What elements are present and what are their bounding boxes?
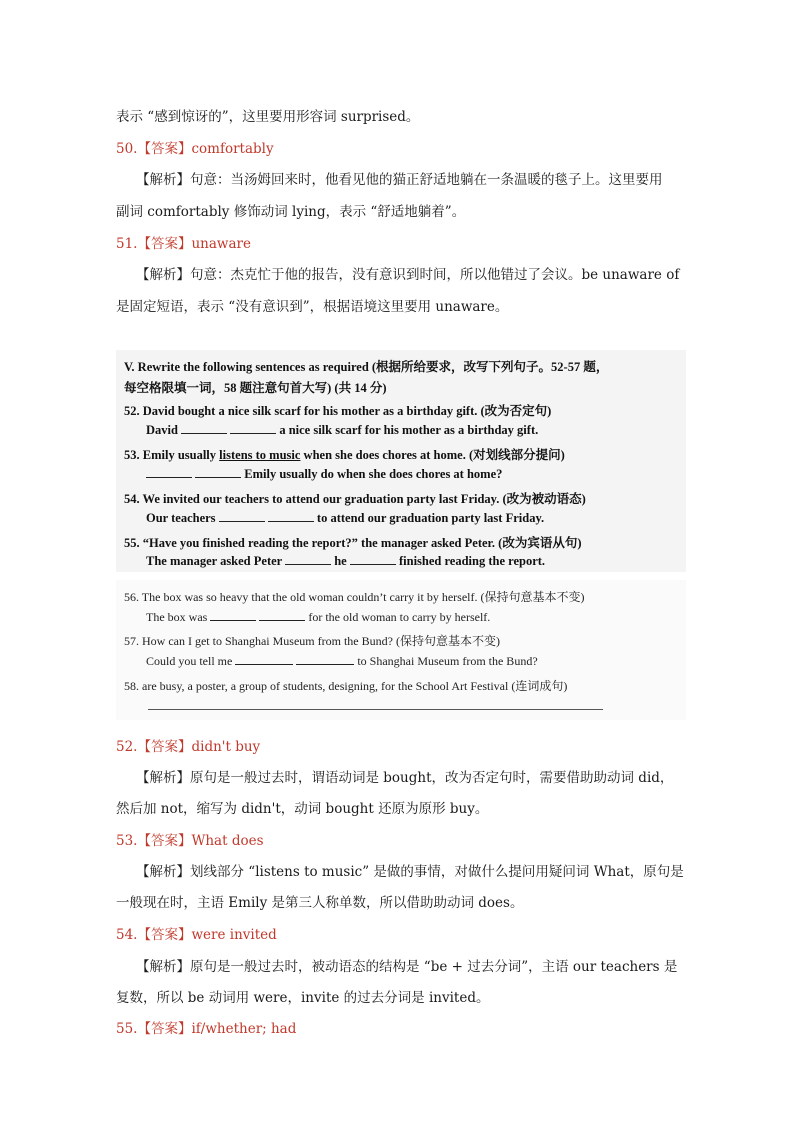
answer-blank[interactable] — [195, 467, 241, 478]
explanation-50-line2: 副词 comfortably 修饰动词 lying，表示 “舒适地躺着”。 — [116, 204, 466, 220]
question-text: 53. Emily usually — [124, 448, 217, 462]
explanation-text: 划线部分 “listens to music” 是做的事情，对做什么提问用疑问词 What，原句是 — [190, 864, 684, 880]
question-number: 51. — [116, 236, 138, 252]
question-55-rewrite — [146, 554, 545, 569]
answer-line-54 — [116, 923, 277, 943]
question-number: 55. — [116, 1021, 138, 1037]
explanation-54-line1 — [136, 955, 677, 975]
question-58: 58. are busy, a poster, a group of students, designing, for the School Art Festival (连词成句) — [124, 679, 568, 693]
question-55: 55. “Have you finished reading the report?” the manager asked Peter. (改为宾语从句) — [124, 536, 582, 550]
question-57: 57. How can I get to Shanghai Museum from the Bund? (保持句意基本不变) — [124, 634, 500, 648]
explanation-line: 表示 “感到惊讶的”，这里要用形容词 surprised。 — [116, 109, 420, 125]
answer-line-55 — [116, 1017, 296, 1037]
explanation-53-line2: 一般现在时，主语 Emily 是第三人称单数，所以借助助动词 does。 — [116, 895, 524, 911]
answer-tag: 【答案】 — [137, 833, 192, 849]
answer-value: What does — [191, 833, 264, 849]
answer-tag: 【答案】 — [137, 236, 192, 252]
answer-value: comfortably — [191, 141, 274, 157]
explanation-51-line1 — [136, 263, 679, 283]
answer-blank[interactable] — [146, 467, 192, 478]
answer-value: didn't buy — [191, 739, 261, 755]
explanation-51-line2: 是固定短语，表示 “没有意识到”，根据语境这里要用 unaware。 — [116, 299, 509, 315]
answer-blank[interactable] — [210, 610, 256, 621]
question-number: 54. — [116, 927, 138, 943]
answer-blank[interactable] — [350, 554, 396, 565]
question-53-rewrite — [146, 467, 502, 482]
answer-blank[interactable] — [219, 511, 265, 522]
explanation-52-line1 — [136, 766, 673, 786]
explanation-tag: 【解析】 — [136, 267, 190, 283]
question-57-rewrite — [146, 654, 538, 669]
question-54-rewrite — [146, 511, 544, 526]
question-text: when she does chores at home. (对划线部分提问) — [303, 448, 565, 462]
rewrite-text: Our teachers — [146, 511, 216, 525]
question-56: 56. The box was so heavy that the old woman couldn’t carry it by herself. (保持句意基本不变) — [124, 590, 585, 604]
rewrite-text: finished reading the report. — [398, 554, 546, 568]
underlined-part: listens to music — [219, 448, 301, 462]
answer-line-58-blank[interactable] — [148, 709, 603, 710]
question-52: 52. David bought a nice silk scarf for his mother as a birthday gift. (改为否定句) — [124, 404, 552, 418]
rewrite-text: The manager asked Peter — [146, 554, 282, 568]
answer-blank[interactable] — [259, 610, 305, 621]
answer-line-50 — [116, 137, 274, 157]
rewrite-text: Emily usually do when she does chores at home? — [244, 467, 503, 481]
answer-blank[interactable] — [230, 423, 276, 434]
explanation-tag: 【解析】 — [136, 770, 190, 786]
answer-value: unaware — [191, 236, 251, 252]
question-52-rewrite — [146, 423, 538, 438]
answer-line-53 — [116, 829, 264, 849]
question-number: 50. — [116, 141, 138, 157]
explanation-text: 句意：杰克忙于他的报告，没有意识到时间，所以他错过了会议。be unaware of — [190, 267, 680, 283]
explanation-50-line1 — [136, 168, 663, 188]
answer-tag: 【答案】 — [137, 739, 192, 755]
answer-blank[interactable] — [268, 511, 314, 522]
explanation-text: 原句是一般过去时，谓语动词是 bought，改为否定句时，需要借助助动词 did， — [190, 770, 674, 786]
answer-blank[interactable] — [296, 654, 354, 665]
question-53 — [124, 445, 565, 463]
rewrite-text: The box was — [146, 610, 208, 624]
rewrite-text: David — [146, 423, 178, 437]
question-56-rewrite — [146, 610, 490, 625]
rewrite-text: to attend our graduation party last Friday. — [316, 511, 545, 525]
answer-value: were invited — [191, 927, 277, 943]
rewrite-text: for the old woman to carry by herself. — [308, 610, 491, 624]
explanation-text: 句意：当汤姆回来时，他看见他的猫正舒适地躺在一条温暖的毯子上。这里要用 — [190, 172, 663, 188]
question-number: 52. — [116, 739, 138, 755]
question-number: 53. — [116, 833, 138, 849]
explanation-text: 原句是一般过去时，被动语态的结构是 “be + 过去分词”，主语 our teachers 是 — [190, 959, 678, 975]
answer-blank[interactable] — [235, 654, 293, 665]
answer-blank[interactable] — [285, 554, 331, 565]
explanation-tag: 【解析】 — [136, 864, 190, 880]
explanation-tag: 【解析】 — [136, 959, 190, 975]
explanation-54-line2: 复数，所以 be 动词用 were，invite 的过去分词是 invited。 — [116, 990, 490, 1006]
answer-line-51 — [116, 232, 251, 252]
answer-tag: 【答案】 — [137, 927, 192, 943]
explanation-53-line1 — [136, 860, 684, 880]
rewrite-text: to Shanghai Museum from the Bund? — [357, 654, 538, 668]
explanation-tag: 【解析】 — [136, 172, 190, 188]
rewrite-text: he — [334, 554, 347, 568]
question-54: 54. We invited our teachers to attend our graduation party last Friday. (改为被动语态) — [124, 492, 586, 506]
answer-value: if/whether; had — [191, 1021, 297, 1037]
answer-tag: 【答案】 — [137, 1021, 192, 1037]
answer-tag: 【答案】 — [137, 141, 192, 157]
section-heading: V. Rewrite the following sentences as required (根据所给要求，改写下列句子。52-57 题， — [124, 360, 609, 374]
section-heading-cont: 每空格限填一词，58 题注意句首大写) (共 14 分) — [124, 381, 387, 395]
explanation-52-line2: 然后加 not，缩写为 didn't，动词 bought 还原为原形 buy。 — [116, 801, 489, 817]
rewrite-text: a nice silk scarf for his mother as a birthday gift. — [279, 423, 539, 437]
rewrite-text: Could you tell me — [146, 654, 233, 668]
answer-line-52 — [116, 735, 260, 755]
answer-blank[interactable] — [181, 423, 227, 434]
